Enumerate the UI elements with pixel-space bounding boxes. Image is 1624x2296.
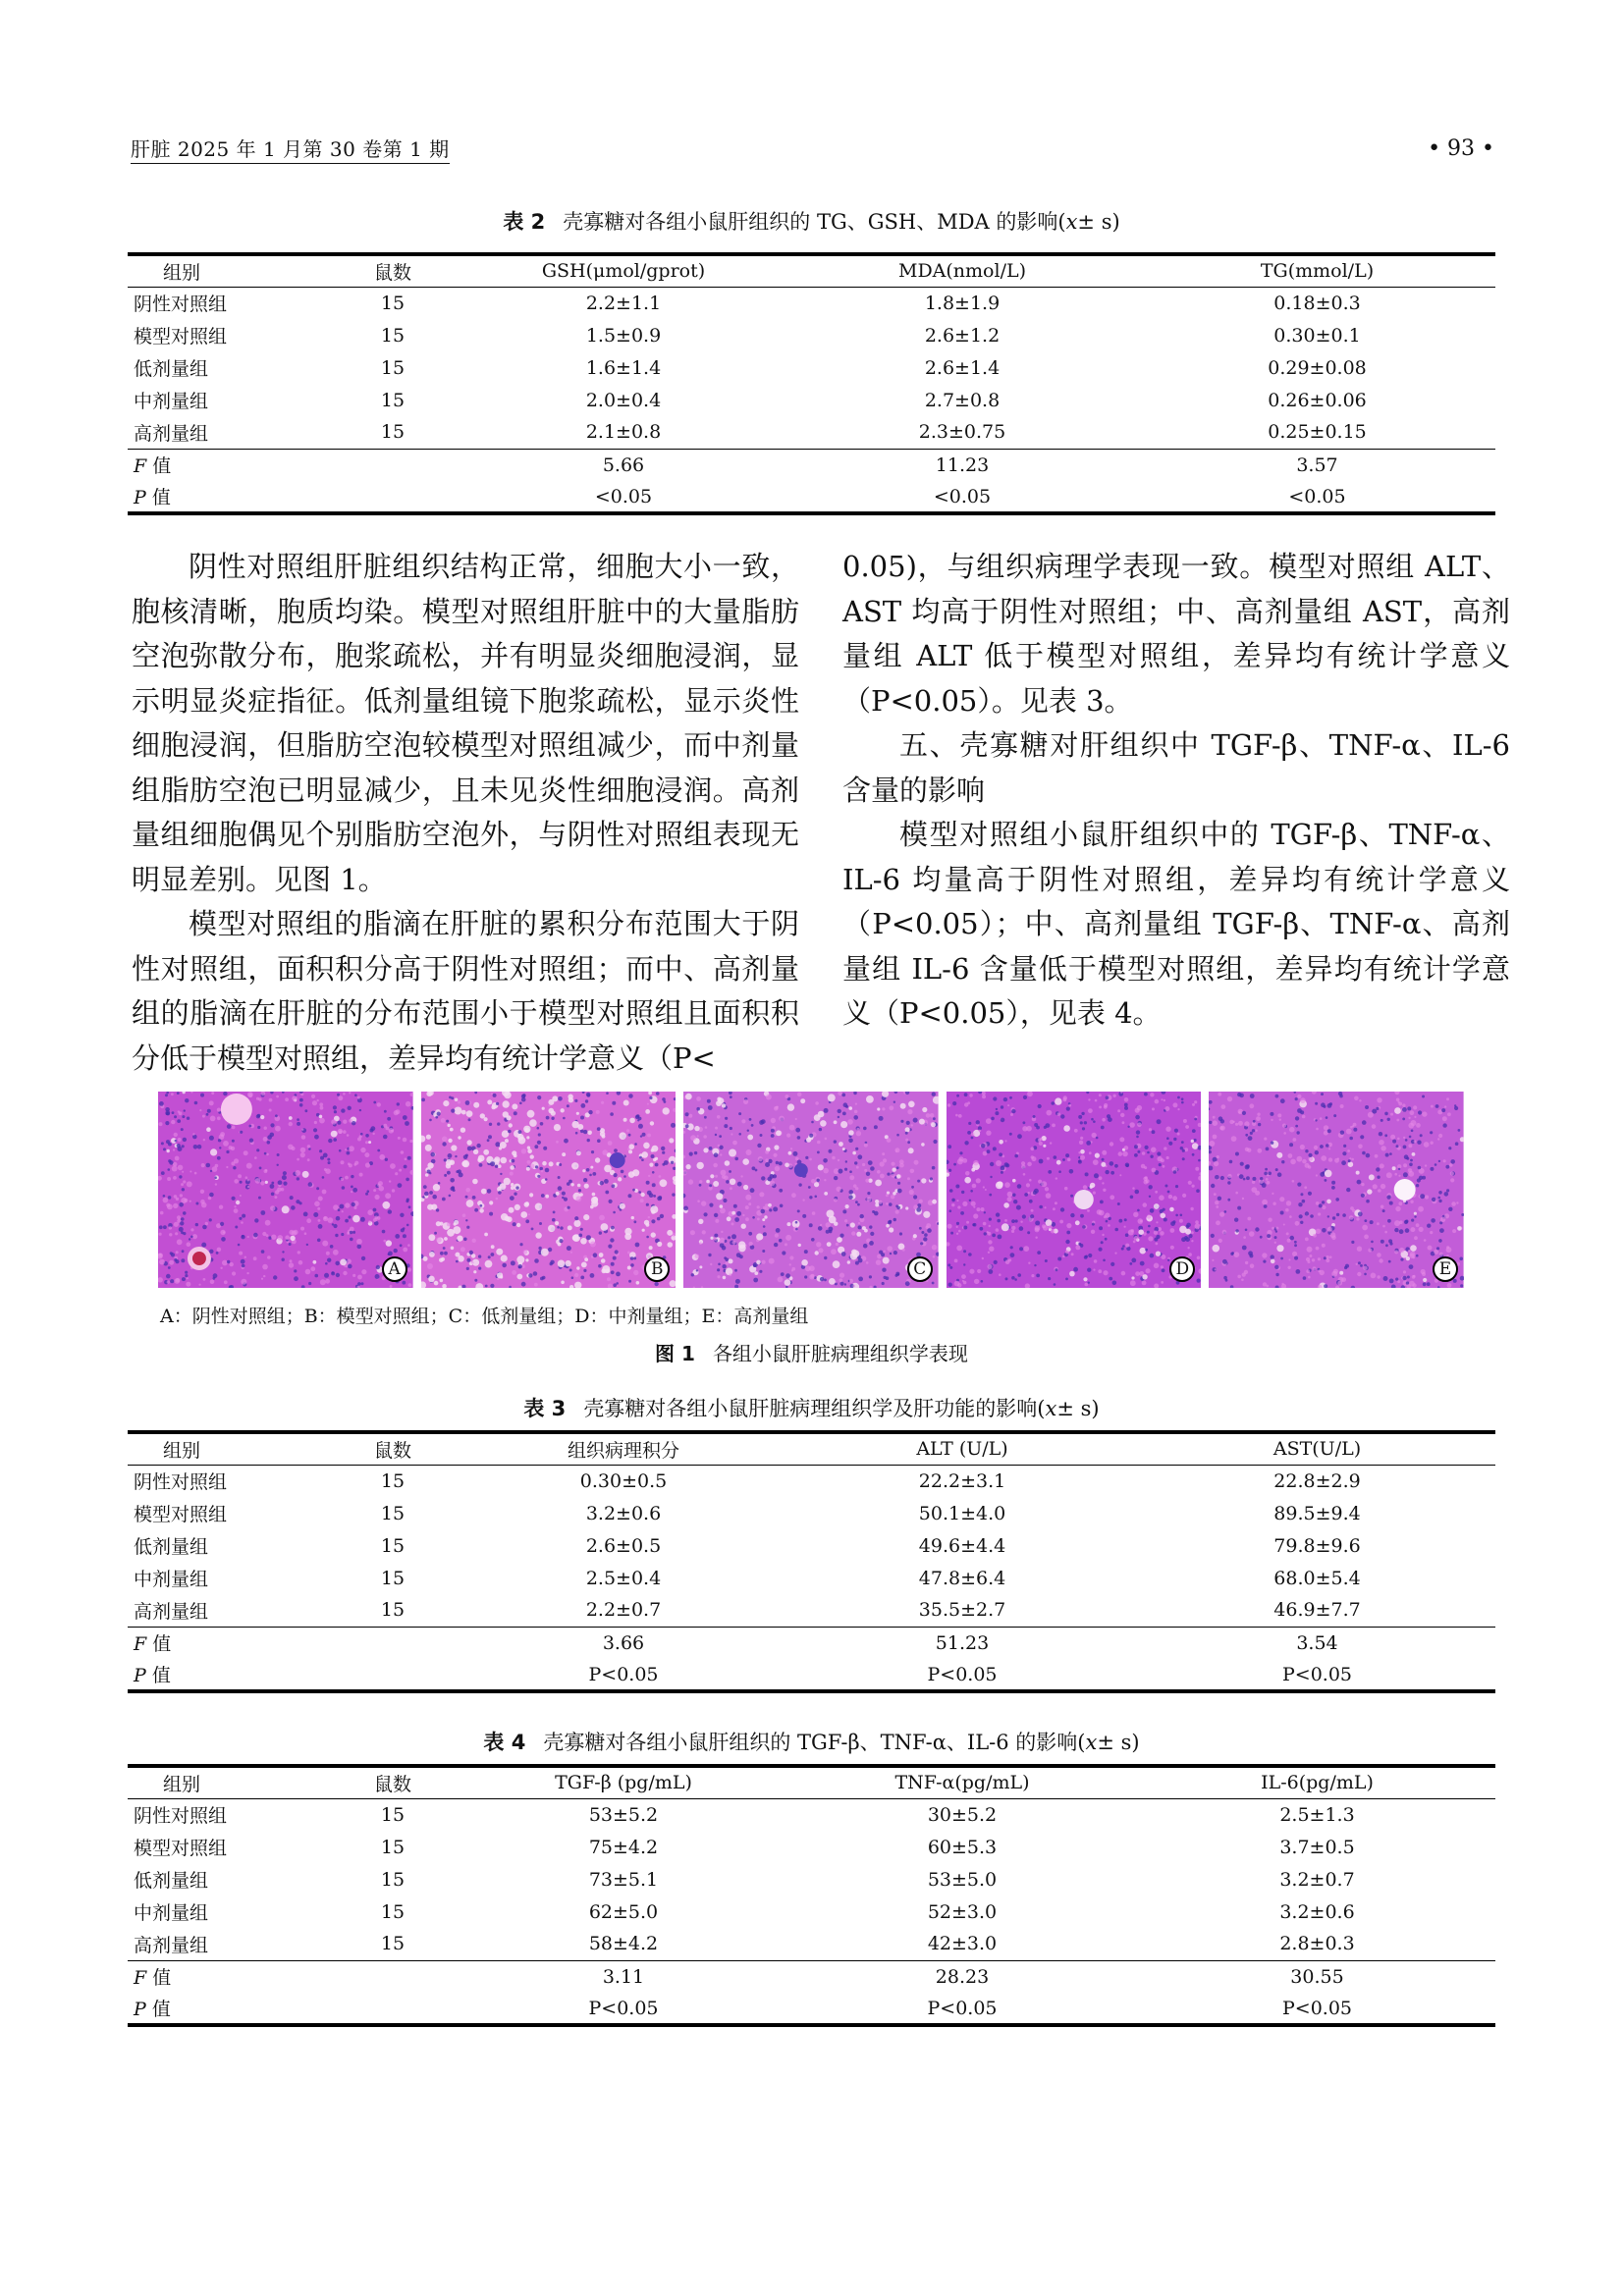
- table-row: [128, 1594, 1495, 1627]
- table-cell: 2.6±1.4: [924, 356, 1001, 379]
- table-cell: 2.5±1.3: [1279, 1803, 1355, 1826]
- stat-variable: F: [134, 455, 147, 478]
- stat-variable: P: [134, 1665, 146, 1686]
- table-cell: 15: [380, 389, 406, 411]
- micrograph-image: [947, 1092, 1202, 1288]
- stat-label-suffix: 值: [146, 1967, 172, 1990]
- empty-cell: [324, 1659, 461, 1691]
- column-header: MDA(nmol/L): [897, 260, 1027, 283]
- tissue-feature: [1394, 1179, 1416, 1201]
- table-cell: 1.8±1.9: [924, 292, 1001, 314]
- table-cell: 3.7±0.5: [1279, 1836, 1355, 1858]
- micrograph-panel: [683, 1092, 939, 1288]
- micrograph-image: [683, 1092, 939, 1288]
- table-cell: 22.8±2.9: [1273, 1469, 1361, 1492]
- body-paragraph: 模型对照组的脂滴在肝脏的累积分布范围大于阴性对照组，面积积分高于阴性对照组；而中、高剂量组的脂滴在肝脏的分布范围小于模型对照组且面积积分低于模型对照组，差异均有统计学意义（P<: [132, 907, 799, 1075]
- group-name-cell: 模型对照组: [134, 1838, 228, 1859]
- body-paragraph-continued: 0.05)，与组织病理学表现一致。模型对照组 ALT、AST 均高于阴性对照组；中、高剂量组 AST，高剂量组 ALT 低于模型对照组，差异均有统计学意义（P<0.05）。见表 3。: [842, 550, 1510, 718]
- stat-value: P<0.05: [588, 1663, 659, 1685]
- table-cell: 15: [380, 1803, 406, 1826]
- table-cell: 89.5±9.4: [1273, 1502, 1361, 1524]
- figure1-micrographs: [158, 1092, 1464, 1288]
- table-cell: 2.2±1.1: [585, 292, 662, 314]
- micrograph-image: [421, 1092, 677, 1288]
- figure1-label: 图 1: [655, 1342, 695, 1365]
- table-cell: 1.6±1.4: [585, 356, 662, 379]
- micrograph-panel: [1209, 1092, 1464, 1288]
- stat-label: [128, 481, 324, 513]
- table-cell: 15: [380, 1868, 406, 1891]
- table-header-row: [128, 1766, 1495, 1798]
- stat-value: <0.05: [594, 485, 653, 507]
- table-cell: 0.30±0.1: [1273, 324, 1361, 347]
- empty-cell: [324, 481, 461, 513]
- stat-row: [128, 1659, 1495, 1691]
- table-cell: 15: [380, 1933, 406, 1955]
- body-right-column: [842, 545, 1510, 1037]
- stat-value: 3.54: [1296, 1631, 1338, 1654]
- column-header: AST(U/L): [1272, 1438, 1362, 1461]
- table-cell: 2.2±0.7: [585, 1599, 662, 1622]
- panel-letter-badge: C: [907, 1256, 933, 1282]
- column-header: TG(mmol/L): [1260, 260, 1375, 283]
- table-cell: 2.1±0.8: [585, 421, 662, 444]
- stat-value: P<0.05: [588, 1997, 659, 2019]
- blood-vessel: [192, 1252, 206, 1265]
- table-cell: 50.1±4.0: [918, 1502, 1006, 1524]
- table-cell: 15: [380, 1469, 406, 1492]
- table3-title-stat: x: [1045, 1397, 1057, 1420]
- table-row: [128, 384, 1495, 416]
- stat-label: [128, 1993, 324, 2025]
- stat-label: [128, 1659, 324, 1691]
- group-name-cell: 高剂量组: [134, 1600, 209, 1623]
- stat-label-suffix: 值: [145, 1665, 171, 1686]
- stat-value: 28.23: [935, 1965, 990, 1988]
- table2-title: 壳寡糖对各组小鼠肝组织的 TG、GSH、MDA 的影响(: [563, 210, 1066, 234]
- group-name-cell: 中剂量组: [134, 391, 209, 412]
- stat-value: P<0.05: [927, 1663, 998, 1685]
- column-header: 鼠数: [373, 261, 411, 284]
- table-cell: 15: [380, 421, 406, 444]
- stat-row: [128, 1960, 1495, 1993]
- group-name-cell: 高剂量组: [134, 1934, 209, 1956]
- stat-row: [128, 1627, 1495, 1659]
- stat-row: [128, 449, 1495, 481]
- table-cell: 58±4.2: [588, 1933, 659, 1955]
- tissue-feature: [794, 1163, 808, 1177]
- column-header: 组别: [163, 1439, 201, 1462]
- table2-caption: [128, 209, 1495, 235]
- table-cell: 0.25±0.15: [1268, 421, 1367, 444]
- table-cell: 79.8±9.6: [1273, 1534, 1361, 1557]
- table3-title-tail: ± s): [1056, 1397, 1100, 1420]
- table-cell: 3.2±0.6: [1279, 1900, 1355, 1923]
- table-row: [128, 319, 1495, 351]
- stat-label: [128, 1627, 324, 1659]
- table3-title: 壳寡糖对各组小鼠肝脏病理组织学及肝功能的影响(: [583, 1397, 1046, 1420]
- table-cell: 15: [380, 1599, 406, 1622]
- table-cell: 15: [380, 1502, 406, 1524]
- table3-caption: [128, 1396, 1495, 1421]
- table-cell: 15: [380, 356, 406, 379]
- panel-letter-badge: D: [1169, 1256, 1195, 1282]
- table4-caption: [128, 1730, 1495, 1755]
- table4-title: 壳寡糖对各组小鼠肝组织的 TGF-β、TNF-α、IL-6 的影响(: [543, 1731, 1086, 1754]
- table-row: [128, 1465, 1495, 1497]
- column-header: 鼠数: [373, 1773, 411, 1795]
- group-name-cell: 中剂量组: [134, 1902, 209, 1924]
- stat-label: [128, 449, 324, 481]
- micrograph-panel: [947, 1092, 1202, 1288]
- stat-value: 30.55: [1290, 1965, 1344, 1988]
- table-cell: 62±5.0: [588, 1900, 659, 1923]
- table-cell: 53±5.0: [927, 1868, 998, 1891]
- column-header: IL-6(pg/mL): [1261, 1772, 1374, 1794]
- table4-title-stat: x: [1085, 1731, 1098, 1754]
- stat-label-suffix: 值: [145, 487, 171, 508]
- table-cell: 2.7±0.8: [924, 389, 1001, 411]
- column-header: TGF-β (pg/mL): [555, 1772, 692, 1794]
- stat-value: 51.23: [935, 1631, 990, 1654]
- group-name-cell: 模型对照组: [134, 326, 228, 347]
- table-cell: 15: [380, 1534, 406, 1557]
- table-cell: 2.5±0.4: [585, 1567, 662, 1589]
- column-header: ALT (U/L): [916, 1438, 1008, 1461]
- stat-label-suffix: 值: [145, 1999, 171, 2020]
- table-cell: 68.0±5.4: [1273, 1567, 1361, 1589]
- empty-cell: [324, 1993, 461, 2025]
- stat-value: 3.57: [1296, 454, 1338, 476]
- stat-label: [128, 1960, 324, 1993]
- figure1-caption-text: 各组小鼠肝脏病理组织学表现: [712, 1342, 968, 1365]
- stat-value: 5.66: [602, 454, 645, 476]
- table-row: [128, 1896, 1495, 1928]
- running-head: 肝脏 2025 年 1 月第 30 卷第 1 期: [131, 137, 450, 164]
- table-cell: 15: [380, 1900, 406, 1923]
- table-cell: 15: [380, 1836, 406, 1858]
- table-row: [128, 1529, 1495, 1562]
- table-cell: 75±4.2: [588, 1836, 659, 1858]
- table3: [128, 1430, 1495, 1693]
- group-name-cell: 阴性对照组: [134, 1471, 228, 1494]
- table-cell: 1.5±0.9: [585, 324, 662, 347]
- tissue-feature: [221, 1094, 252, 1125]
- column-header: 组别: [163, 1773, 201, 1795]
- table-cell: 47.8±6.4: [918, 1567, 1006, 1589]
- table-cell: 15: [380, 292, 406, 314]
- body-left-column: [132, 545, 799, 1081]
- group-name-cell: 阴性对照组: [134, 1805, 228, 1828]
- column-header: GSH(μmol/gprot): [541, 260, 706, 283]
- stat-variable: F: [134, 1633, 147, 1656]
- page-number: • 93 •: [1428, 136, 1494, 161]
- figure1-caption: [128, 1341, 1495, 1366]
- table-row: [128, 1497, 1495, 1529]
- group-name-cell: 阴性对照组: [134, 294, 228, 316]
- stat-value: P<0.05: [1281, 1663, 1352, 1685]
- stat-value: <0.05: [1288, 485, 1346, 507]
- micrograph-panel: [421, 1092, 677, 1288]
- table-row: [128, 1831, 1495, 1863]
- micrograph-image: [158, 1092, 413, 1288]
- table-cell: 73±5.1: [588, 1868, 659, 1891]
- table-cell: 2.0±0.4: [585, 389, 662, 411]
- table-cell: 0.29±0.08: [1268, 356, 1367, 379]
- figure1-legend: A：阴性对照组；B：模型对照组；C：低剂量组；D：中剂量组；E：高剂量组: [160, 1306, 809, 1327]
- table-row: [128, 416, 1495, 449]
- micrograph-panel: [158, 1092, 413, 1288]
- tissue-feature: [1074, 1190, 1094, 1209]
- table-cell: 3.2±0.6: [585, 1502, 662, 1524]
- group-name-cell: 低剂量组: [134, 1870, 209, 1892]
- table-cell: 2.8±0.3: [1279, 1933, 1355, 1955]
- table-header-row: [128, 254, 1495, 287]
- table-cell: 2.6±1.2: [924, 324, 1001, 347]
- table4: [128, 1764, 1495, 2027]
- stat-label-suffix: 值: [146, 1633, 172, 1656]
- table4-label: 表 4: [483, 1731, 526, 1754]
- table-row: [128, 1928, 1495, 1960]
- body-paragraph: 模型对照组小鼠肝组织中的 TGF-β、TNF-α、IL-6 均量高于阴性对照组，差异均有统计学意义（P<0.05）；中、高剂量组 TGF-β、TNF-α、高剂量组 IL-6 含量低于模型对照组，差异均有统计学意义（P<0.05），见表 4。: [842, 818, 1510, 1030]
- panel-letter-badge: B: [644, 1256, 670, 1282]
- table-cell: 0.18±0.3: [1273, 292, 1361, 314]
- table-header-row: [128, 1432, 1495, 1465]
- table-row: [128, 1863, 1495, 1896]
- group-name-cell: 低剂量组: [134, 1536, 209, 1558]
- table-row: [128, 1798, 1495, 1831]
- table-cell: 0.30±0.5: [579, 1469, 668, 1492]
- table-row: [128, 351, 1495, 384]
- stat-label-suffix: 值: [146, 455, 172, 478]
- table-cell: 15: [380, 1567, 406, 1589]
- stat-value: 11.23: [935, 454, 990, 476]
- panel-letter-badge: E: [1433, 1256, 1458, 1282]
- tissue-feature: [609, 1152, 624, 1168]
- column-header: 组织病理积分: [567, 1439, 679, 1462]
- micrograph-image: [1209, 1092, 1464, 1288]
- table-row: [128, 287, 1495, 319]
- stat-row: [128, 481, 1495, 513]
- group-name-cell: 中剂量组: [134, 1569, 209, 1590]
- column-header: TNF-α(pg/mL): [894, 1772, 1030, 1794]
- stat-variable: P: [134, 487, 146, 508]
- table4-title-tail: ± s): [1097, 1731, 1140, 1754]
- table-cell: 35.5±2.7: [918, 1599, 1006, 1622]
- empty-cell: [324, 449, 461, 481]
- stat-variable: F: [134, 1967, 147, 1990]
- empty-cell: [324, 1960, 461, 1993]
- body-paragraph: 阴性对照组肝脏组织结构正常，细胞大小一致，胞核清晰，胞质均染。模型对照组肝脏中的大量脂肪空泡弥散分布，胞浆疏松，并有明显炎细胞浸润，显示明显炎症指征。低剂量组镜下胞浆疏松，显示炎性细胞浸润，但脂肪空泡较模型对照组减少，而中剂量组脂肪空泡已明显减少，且未见炎性细胞浸润。高剂量组细胞偶见个别脂肪空泡外，与阴性对照组表现无明显差别。见图 1。: [132, 550, 799, 896]
- group-name-cell: 模型对照组: [134, 1504, 228, 1525]
- table-cell: 30±5.2: [927, 1803, 998, 1826]
- table-row: [128, 1562, 1495, 1594]
- table-cell: 46.9±7.7: [1273, 1599, 1361, 1622]
- table-cell: 42±3.0: [927, 1933, 998, 1955]
- empty-cell: [324, 1627, 461, 1659]
- table-cell: 2.3±0.75: [918, 421, 1006, 444]
- table-cell: 60±5.3: [927, 1836, 998, 1858]
- panel-letter-badge: A: [382, 1256, 407, 1282]
- section-heading: 五、壳寡糖对肝组织中 TGF-β、TNF-α、IL-6 含量的影响: [842, 728, 1510, 807]
- table-cell: 52±3.0: [927, 1900, 998, 1923]
- table-cell: 53±5.2: [588, 1803, 659, 1826]
- stat-value: 3.66: [602, 1631, 645, 1654]
- table-cell: 0.26±0.06: [1268, 389, 1367, 411]
- table-cell: 22.2±3.1: [918, 1469, 1006, 1492]
- stat-value: <0.05: [933, 485, 992, 507]
- column-header: 鼠数: [373, 1439, 411, 1462]
- table-cell: 49.6±4.4: [918, 1534, 1006, 1557]
- stat-value: P<0.05: [927, 1997, 998, 2019]
- table2-label: 表 2: [503, 210, 546, 234]
- table-cell: 3.2±0.7: [1279, 1868, 1355, 1891]
- stat-row: [128, 1993, 1495, 2025]
- table2-title-tail: ± s): [1077, 210, 1120, 234]
- table-cell: 15: [380, 324, 406, 347]
- column-header: 组别: [163, 261, 201, 284]
- stat-value: P<0.05: [1281, 1997, 1352, 2019]
- stat-variable: P: [134, 1999, 146, 2020]
- table-cell: 2.6±0.5: [585, 1534, 662, 1557]
- table3-label: 表 3: [523, 1397, 567, 1420]
- stat-value: 3.11: [602, 1965, 645, 1988]
- table2-title-stat: x: [1065, 210, 1078, 234]
- group-name-cell: 高剂量组: [134, 422, 209, 445]
- table2: [128, 252, 1495, 515]
- group-name-cell: 低剂量组: [134, 358, 209, 380]
